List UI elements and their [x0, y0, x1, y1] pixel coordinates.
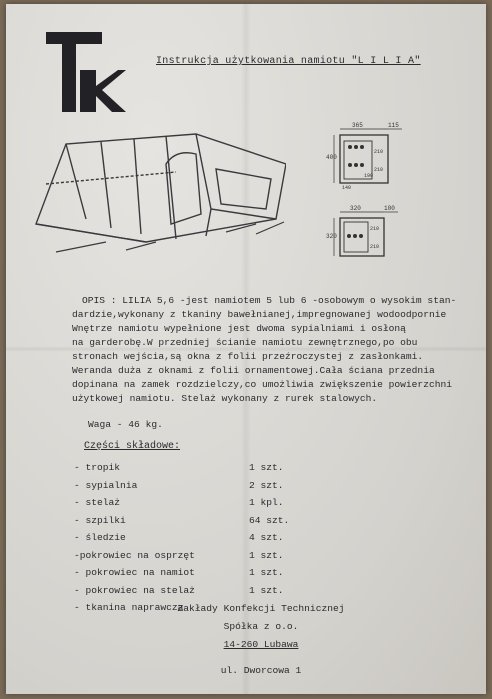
plan2-inner-2: 210 — [370, 244, 380, 250]
part-name: - tkanina naprawcza — [74, 602, 184, 613]
part-qty: 1 szt. — [249, 549, 284, 561]
document-title: Instrukcja użytkowania namiotu "L I L I A" — [156, 56, 421, 67]
company-street: ul. Dworcowa 1 — [220, 665, 302, 676]
company-name: Zakłady Konfekcji Technicznej — [177, 603, 345, 614]
part-name: - pokrowiec na stelaż — [74, 584, 195, 596]
plan2-width-label: 320 — [350, 205, 361, 212]
part-name: -pokrowiec na osprzęt — [74, 549, 195, 561]
plan1-inner-3: 190 — [364, 173, 374, 179]
part-name: - sypialnia — [74, 479, 138, 491]
tent-illustration — [26, 124, 286, 254]
company-address — [156, 600, 366, 680]
plan2-width2-label: 100 — [384, 205, 395, 212]
part-qty: 1 szt. — [249, 462, 284, 473]
part-qty: 1 kpl. — [249, 497, 284, 508]
part-name: - stelaż — [74, 497, 121, 508]
description-line: OPIS : LILIA 5,6 -jest namiotem 5 lub 6 -osobowym o wysokim stan- — [82, 295, 457, 306]
part-name: - śledzie — [74, 532, 126, 543]
floor-plan-lilia-5 — [326, 202, 406, 262]
description-line: Weranda duża z oknami z folii ornamentowej.Cała ściana przednia — [72, 365, 435, 376]
part-name: - tropik — [74, 462, 121, 473]
description-line: Wnętrze namiotu wypełnione jest dwoma sypialniami i osłoną — [72, 323, 406, 334]
part-qty: 1 szt. — [249, 584, 284, 596]
plan1-width-label: 365 — [352, 122, 363, 129]
weight-text: Waga - 46 kg. — [88, 419, 163, 430]
description-block — [72, 294, 456, 406]
company-logo — [46, 30, 126, 114]
description-line: stronach wejścia,są okna z folii przeźroczystej z zasłonkami. — [72, 351, 424, 362]
parts-heading: Części składowe: — [84, 441, 181, 452]
plan1-inner-4: 140 — [342, 185, 352, 191]
part-name: - szpilki — [74, 514, 126, 526]
plan2-height-label: 320 — [326, 233, 337, 240]
plan1-inner-2: 210 — [374, 167, 384, 173]
floor-plan-lilia-6 — [326, 119, 406, 191]
plan1-inner-1: 210 — [374, 149, 384, 155]
description-line: dopinana na zamek rozdzielczy,co umożliwia zwiększenie powierzchni — [72, 379, 452, 390]
part-qty: 64 szt. — [249, 514, 290, 526]
company-postal: 14-260 Lubawa — [223, 639, 299, 650]
part-qty: 4 szt. — [249, 532, 284, 543]
description-line: dardzie,wykonany z tkaniny bawełnianej,impregnowanej wodoodpornie — [72, 309, 447, 320]
part-qty: 2 szt. — [249, 479, 284, 491]
part-name: - pokrowiec na namiot — [74, 567, 195, 578]
description-line: na garderobę.W przedniej ścianie namiotu zewnętrznego,po obu — [72, 337, 418, 348]
plan1-height-label: 400 — [326, 154, 337, 161]
description-line: użytkowej namiotu. Stelaż wykonany z rurek stalowych. — [72, 393, 378, 404]
company-type: Spółka z o.o. — [223, 621, 299, 632]
plan1-width2-label: 115 — [388, 122, 399, 129]
part-qty: 1 szt. — [249, 567, 284, 578]
document-page — [6, 4, 486, 694]
plan2-inner-1: 210 — [370, 226, 380, 232]
